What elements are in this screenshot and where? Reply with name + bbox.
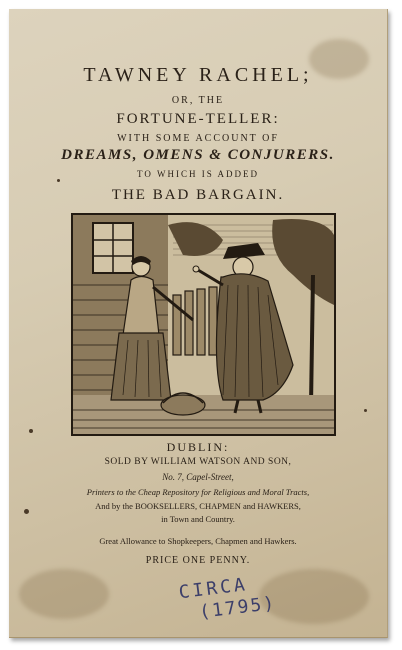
pamphlet-title: TAWNEY RACHEL; — [83, 64, 313, 86]
address-line: No. 7, Capel-Street, — [162, 472, 234, 482]
price-line: PRICE ONE PENNY. — [145, 555, 251, 566]
woodcut-scene — [73, 215, 334, 434]
allowance-line: Great Allowance to Shopkeepers, Chapmen and Hawkers. — [99, 536, 297, 546]
annotation-circa: CIRCA — [177, 574, 249, 604]
water-stain — [19, 569, 109, 619]
pamphlet-page — [9, 9, 388, 638]
pencil-annotation — [156, 569, 292, 644]
pamphlet-subtitle: FORTUNE-TELLER: — [116, 111, 280, 127]
foxing-spot — [57, 179, 60, 182]
booksellers-line: And by the BOOKSELLERS, CHAPMEN and HAWKERS, — [95, 501, 301, 511]
printers-line: Printers to the Cheap Repository for Religious and Moral Tracts, — [86, 487, 310, 497]
city-line: DUBLIN: — [166, 440, 230, 454]
country-line: in Town and Country. — [161, 514, 235, 524]
account-line: WITH SOME ACCOUNT OF — [117, 133, 279, 144]
added-line: TO WHICH IS ADDED — [137, 169, 259, 179]
woodcut-illustration — [71, 213, 336, 436]
or-the-line: OR, THE — [171, 95, 225, 106]
bargain-line: THE BAD BARGAIN. — [111, 187, 285, 203]
foxing-spot — [29, 429, 33, 433]
foxing-spot — [364, 409, 367, 412]
printer-line: SOLD BY WILLIAM WATSON AND SON, — [104, 457, 292, 467]
annotation-year: (1795) — [198, 592, 278, 623]
dreams-line: DREAMS, OMENS & CONJURERS. — [61, 147, 335, 163]
